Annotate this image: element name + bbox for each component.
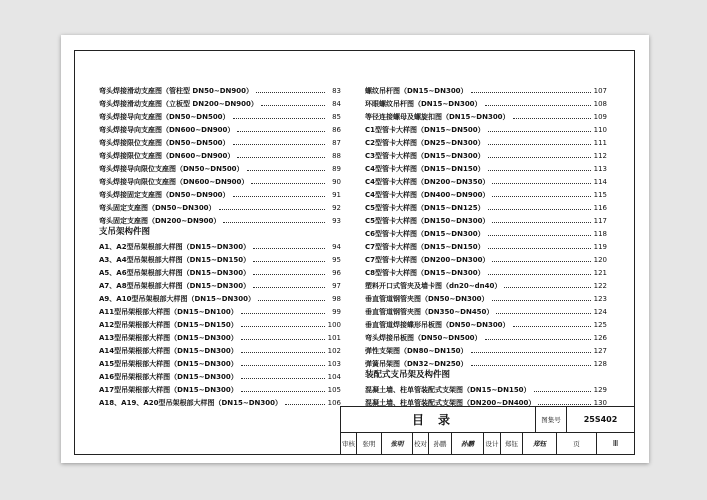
- dot-leader: [237, 131, 325, 132]
- toc-entry[interactable]: [99, 239, 341, 252]
- dot-leader: [471, 92, 591, 93]
- toc-entry-page: 107: [593, 87, 607, 95]
- dot-leader: [485, 105, 591, 106]
- dot-leader: [504, 287, 591, 288]
- toc-entry[interactable]: [99, 96, 341, 109]
- dot-leader: [488, 274, 591, 275]
- toc-entry[interactable]: [99, 330, 341, 343]
- toc-entry-page: 90: [332, 178, 341, 186]
- toc-entry[interactable]: [365, 161, 607, 174]
- toc-entry[interactable]: [365, 356, 607, 369]
- toc-entry-page: 106: [327, 399, 341, 407]
- toc-entry[interactable]: [99, 278, 341, 291]
- dot-leader: [237, 157, 325, 158]
- toc-entry-title: A5、A6型吊架根部大样图（DN15~DN300）: [99, 269, 251, 277]
- dot-leader: [488, 157, 591, 158]
- toc-entry[interactable]: [365, 265, 607, 278]
- toc-entry[interactable]: [365, 252, 607, 265]
- toc-entry-page: 92: [332, 204, 341, 212]
- toc-entry[interactable]: [365, 291, 607, 304]
- toc-entry-title: 弹性支架图（DN80~DN150）: [365, 347, 468, 355]
- toc-entry[interactable]: [99, 291, 341, 304]
- toc-entry-page: 129: [593, 386, 607, 394]
- toc-entry-page: 93: [332, 217, 341, 225]
- toc-entry-page: 126: [593, 334, 607, 342]
- dot-leader: [471, 352, 591, 353]
- toc-entry[interactable]: [99, 109, 341, 122]
- toc-entry-title: 弯头焊接滑动支座图（管柱型 DN50~DN900）: [99, 87, 253, 95]
- toc-entry-page: 102: [327, 347, 341, 355]
- toc-entry-title: 弯头焊接导向支座图（DN50~DN500）: [99, 113, 230, 121]
- dot-leader: [488, 248, 591, 249]
- toc-entry-page: 104: [327, 373, 341, 381]
- toc-entry-page: 85: [332, 113, 341, 121]
- dot-leader: [223, 222, 325, 223]
- toc-entry-page: 111: [593, 139, 607, 147]
- toc-entry-title: A14型吊架根部大样图（DN15~DN300）: [99, 347, 238, 355]
- section-heading: 装配式支吊架及构件图: [365, 370, 451, 380]
- toc-entry[interactable]: [365, 304, 607, 317]
- atlas-number: 25S402: [567, 407, 635, 433]
- toc-entry-page: 124: [593, 308, 607, 316]
- designer-signature: 郑钰: [523, 433, 557, 455]
- toc-entry-title: 混凝土墙、柱单管装配式支架图（DN200~DN400）: [365, 399, 536, 407]
- toc-entry-title: A7、A8型吊架根部大样图（DN15~DN300）: [99, 282, 251, 290]
- toc-entry[interactable]: [99, 148, 341, 161]
- toc-entry-title: C6型管卡大样图（DN15~DN300）: [365, 230, 485, 238]
- dot-leader: [256, 92, 325, 93]
- toc-entry-page: 97: [332, 282, 341, 290]
- toc-entry-page: 121: [593, 269, 607, 277]
- toc-entry-title: A3、A4型吊架根部大样图（DN15~DN150）: [99, 256, 251, 264]
- dot-leader: [233, 196, 325, 197]
- toc-entry-page: 118: [593, 230, 607, 238]
- toc-entry-page: 120: [593, 256, 607, 264]
- toc-entry[interactable]: [365, 109, 607, 122]
- toc-entry-title: 螺纹吊杆图（DN15~DN300）: [365, 87, 468, 95]
- toc-entry-title: A11型吊架根部大样图（DN15~DN100）: [99, 308, 238, 316]
- toc-entry-page: 108: [593, 100, 607, 108]
- toc-entry-title: 混凝土墙、柱单管装配式支架图（DN15~DN150）: [365, 386, 531, 394]
- toc-entry-title: 弹簧吊架图（DN32~DN250）: [365, 360, 468, 368]
- toc-entry-title: C7型管卡大样图（DN200~DN300）: [365, 256, 490, 264]
- toc-entry[interactable]: [365, 239, 607, 252]
- toc-entry-page: 100: [327, 321, 341, 329]
- toc-entry[interactable]: [99, 356, 341, 369]
- toc-entry[interactable]: [99, 304, 341, 317]
- toc-entry-title: 垂直管道焊接蝶形吊板图（DN50~DN300）: [365, 321, 510, 329]
- drawing-sheet: [61, 35, 649, 463]
- dot-leader: [233, 118, 325, 119]
- toc-entry-page: 91: [332, 191, 341, 199]
- toc-entry-title: 环眼螺纹吊杆图（DN15~DN300）: [365, 100, 482, 108]
- toc-entry-page: 86: [332, 126, 341, 134]
- toc-entry-page: 94: [332, 243, 341, 251]
- dot-leader: [488, 144, 591, 145]
- toc-entry[interactable]: [99, 122, 341, 135]
- toc-entry-title: C5型管卡大样图（DN15~DN125）: [365, 204, 485, 212]
- toc-entry[interactable]: [365, 330, 607, 343]
- dot-leader: [241, 313, 325, 314]
- toc-entry-title: 等径连接螺母及螺旋扣图（DN15~DN300）: [365, 113, 510, 121]
- toc-entry-page: 105: [327, 386, 341, 394]
- toc-entry-title: A18、A19、A20型吊架根部大样图（DN15~DN300）: [99, 399, 283, 407]
- checker-signature: 孙鹏: [452, 433, 484, 455]
- toc-entry-title: 弯头焊接限位支座图（DN50~DN500）: [99, 139, 230, 147]
- toc-entry-page: 115: [593, 191, 607, 199]
- toc-entry-title: 弯头焊接吊板图（DN50~DN500）: [365, 334, 482, 342]
- dot-leader: [496, 313, 591, 314]
- toc-entry-title: C2型管卡大样图（DN25~DN300）: [365, 139, 485, 147]
- dot-leader: [253, 287, 325, 288]
- toc-entry-page: 112: [593, 152, 607, 160]
- page-label: 页: [557, 433, 597, 455]
- dot-leader: [261, 105, 325, 106]
- toc-entry[interactable]: [365, 83, 607, 96]
- toc-entry[interactable]: [365, 135, 607, 148]
- toc-entry-title: A13型吊架根部大样图（DN15~DN300）: [99, 334, 238, 342]
- toc-entry-page: 127: [593, 347, 607, 355]
- toc-entry[interactable]: [365, 187, 607, 200]
- toc-entry-page: 128: [593, 360, 607, 368]
- toc-entry[interactable]: [365, 213, 607, 226]
- toc-entry[interactable]: [99, 174, 341, 187]
- dot-leader: [488, 209, 591, 210]
- toc-entry[interactable]: [365, 226, 607, 239]
- toc-right-column: [365, 83, 607, 408]
- toc-entry-page: 114: [593, 178, 607, 186]
- dot-leader: [241, 365, 325, 366]
- toc-entry[interactable]: [99, 135, 341, 148]
- toc-entry-title: 弯头焊接固定支座图（DN50~DN900）: [99, 191, 230, 199]
- toc-entry[interactable]: [365, 343, 607, 356]
- dot-leader: [233, 144, 325, 145]
- toc-entry-page: 130: [593, 399, 607, 407]
- dot-leader: [253, 248, 325, 249]
- toc-entry[interactable]: [99, 265, 341, 278]
- toc-entry[interactable]: [365, 122, 607, 135]
- toc-entry[interactable]: [99, 317, 341, 330]
- sheet-title: 目录: [341, 407, 536, 433]
- toc-entry-title: A1、A2型吊架根部大样图（DN15~DN300）: [99, 243, 251, 251]
- check-label: 校对: [413, 433, 429, 455]
- designer-name: 郑钰: [501, 433, 523, 455]
- toc-entry[interactable]: [99, 369, 341, 382]
- toc-entry-title: 垂直管道钢管夹图（DN50~DN300）: [365, 295, 489, 303]
- dot-leader: [492, 261, 591, 262]
- toc-entry-title: C4型管卡大样图（DN400~DN900）: [365, 191, 490, 199]
- toc-entry-title: A9、A10型吊架根部大样图（DN15~DN300）: [99, 295, 256, 303]
- toc-entry[interactable]: [99, 83, 341, 96]
- dot-leader: [253, 274, 325, 275]
- toc-entry-page: 88: [332, 152, 341, 160]
- dot-leader: [492, 300, 591, 301]
- toc-entry[interactable]: [99, 200, 341, 213]
- dot-leader: [492, 222, 591, 223]
- toc-entry[interactable]: [99, 252, 341, 265]
- toc-entry[interactable]: [99, 187, 341, 200]
- reviewer-signature: 张明: [382, 433, 413, 455]
- toc-entry-title: C5型管卡大样图（DN150~DN300）: [365, 217, 490, 225]
- reviewer-name: 张明: [357, 433, 382, 455]
- toc-entry[interactable]: [99, 213, 341, 226]
- toc-entry[interactable]: [365, 200, 607, 213]
- toc-entry-page: 123: [593, 295, 607, 303]
- toc-entry-title: 弯头焊接限位支座图（DN600~DN900）: [99, 152, 235, 160]
- toc-entry[interactable]: [365, 96, 607, 109]
- dot-leader: [251, 183, 325, 184]
- toc-entry-title: C8型管卡大样图（DN15~DN300）: [365, 269, 485, 277]
- toc-entry-title: C4型管卡大样图（DN15~DN150）: [365, 165, 485, 173]
- toc-entry-page: 109: [593, 113, 607, 121]
- checker-name: 孙鹏: [429, 433, 452, 455]
- toc-entry[interactable]: [99, 161, 341, 174]
- dot-leader: [241, 378, 325, 379]
- dot-leader: [247, 170, 325, 171]
- toc-entry-page: 101: [327, 334, 341, 342]
- toc-entry[interactable]: [365, 278, 607, 291]
- atlas-label: 图集号: [536, 407, 567, 433]
- toc-entry-title: C7型管卡大样图（DN15~DN150）: [365, 243, 485, 251]
- toc-entry-title: 弯头固定支座图（DN200~DN900）: [99, 217, 221, 225]
- dot-leader: [492, 183, 591, 184]
- dot-leader: [258, 300, 325, 301]
- toc-entry-title: A17型吊架根部大样图（DN15~DN300）: [99, 386, 238, 394]
- dot-leader: [241, 391, 325, 392]
- dot-leader: [538, 404, 591, 405]
- toc-entry[interactable]: [365, 382, 607, 395]
- toc-entry[interactable]: [99, 395, 341, 408]
- dot-leader: [488, 131, 591, 132]
- toc-entry-title: 垂直管道钢管夹图（DN350~DN450）: [365, 308, 494, 316]
- dot-leader: [285, 404, 325, 405]
- toc-left-column: [99, 83, 341, 408]
- toc-entry-title: C3型管卡大样图（DN15~DN300）: [365, 152, 485, 160]
- dot-leader: [534, 391, 591, 392]
- toc-entry[interactable]: [99, 382, 341, 395]
- toc-entry-page: 113: [593, 165, 607, 173]
- toc-entry-page: 122: [593, 282, 607, 290]
- dot-leader: [492, 196, 591, 197]
- toc-entry[interactable]: [99, 343, 341, 356]
- toc-entry-title: 塑料开口式管夹及墙卡图（dn20~dn40）: [365, 282, 502, 290]
- dot-leader: [513, 326, 591, 327]
- design-label: 设计: [484, 433, 501, 455]
- toc-entry-page: 89: [332, 165, 341, 173]
- toc-entry-page: 110: [593, 126, 607, 134]
- toc-entry-page: 119: [593, 243, 607, 251]
- dot-leader: [241, 352, 325, 353]
- toc-entry-page: 103: [327, 360, 341, 368]
- toc-entry-page: 117: [593, 217, 607, 225]
- dot-leader: [253, 261, 325, 262]
- dot-leader: [241, 339, 325, 340]
- toc-entry-page: 99: [332, 308, 341, 316]
- dot-leader: [219, 209, 325, 210]
- toc-entry-title: A16型吊架根部大样图（DN15~DN300）: [99, 373, 238, 381]
- toc-entry-page: 87: [332, 139, 341, 147]
- toc-entry-title: 弯头焊接滑动支座图（立板型 DN200~DN900）: [99, 100, 258, 108]
- toc-entry-title: 弯头焊接导向支座图（DN600~DN900）: [99, 126, 235, 134]
- toc-entry-page: 96: [332, 269, 341, 277]
- toc-entry-title: C4型管卡大样图（DN200~DN350）: [365, 178, 490, 186]
- toc-entry-title: A12型吊架根部大样图（DN15~DN150）: [99, 321, 238, 329]
- title-block: [340, 406, 634, 454]
- toc-entry-page: 84: [332, 100, 341, 108]
- page-number: Ⅲ: [597, 433, 635, 455]
- toc-entry-page: 125: [593, 321, 607, 329]
- toc-entry-page: 98: [332, 295, 341, 303]
- dot-leader: [241, 326, 325, 327]
- toc-entry-title: A15型吊架根部大样图（DN15~DN300）: [99, 360, 238, 368]
- dot-leader: [485, 339, 591, 340]
- toc-entry[interactable]: [365, 317, 607, 330]
- toc-entry-title: 弯头固定支座图（DN50~DN300）: [99, 204, 216, 212]
- toc-entry-title: C1型管卡大样图（DN15~DN500）: [365, 126, 485, 134]
- toc-entry-page: 116: [593, 204, 607, 212]
- dot-leader: [488, 170, 591, 171]
- review-label: 审核: [341, 433, 357, 455]
- toc-entry-title: 弯头焊接导向限位支座图（DN50~DN500）: [99, 165, 244, 173]
- dot-leader: [488, 235, 591, 236]
- toc-entry[interactable]: [365, 174, 607, 187]
- toc-entry-title: 弯头焊接导向限位支座图（DN600~DN900）: [99, 178, 249, 186]
- toc-entry-page: 95: [332, 256, 341, 264]
- toc-entry-page: 83: [332, 87, 341, 95]
- toc-entry[interactable]: [365, 148, 607, 161]
- section-heading: 支吊架构件图: [99, 227, 151, 237]
- dot-leader: [471, 365, 591, 366]
- dot-leader: [513, 118, 591, 119]
